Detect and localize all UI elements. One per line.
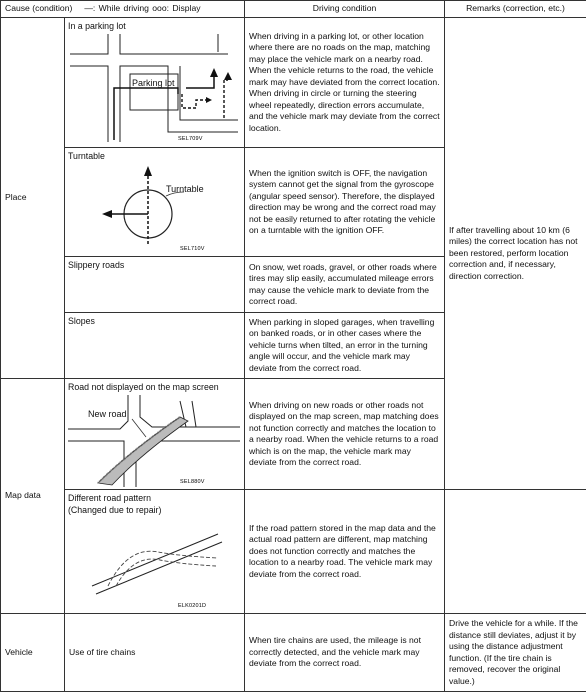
header-cause <box>1 1 245 18</box>
slippery-condition: On snow, wet roads, gravel, or other roads where tires may slip easily, accumulated mileage errors may cause the vehicle mark to deviate from the correct road. <box>245 257 445 313</box>
cause-vehicle: Vehicle <box>1 614 65 692</box>
cause-map-data: Map data <box>1 379 65 614</box>
different-fig-code: ELK0201D <box>178 603 207 609</box>
header-row <box>1 1 586 18</box>
figure-turntable <box>65 148 245 257</box>
row-different <box>1 490 586 614</box>
different-condition: If the road pattern stored in the map data and the actual road pattern are different, map matching does not function correctly and matches the location to a nearby road. The vehicle mark may deviate from the correct road. <box>245 490 445 614</box>
turntable-fig-code: SEL710V <box>180 246 205 252</box>
header-driving: Driving condition <box>245 1 445 18</box>
header-cause-label: Cause (condition) <box>5 3 73 14</box>
parking-title: In a parking lot <box>68 21 126 31</box>
header-remarks: Remarks (correction, etc.) <box>445 1 586 18</box>
row-chains <box>1 614 586 692</box>
notdisplayed-fig-label: New road <box>88 409 127 419</box>
notdisplayed-fig-code: SEL880V <box>180 479 205 485</box>
turntable-condition: When the ignition switch is OFF, the navigation system cannot get the signal from the gyroscope (angular speed sensor). Therefore, the displayed direction may be wrong and the correct road may not be easily returned to after rotating the vehicle on a turntable with the ignition OFF. <box>245 148 445 257</box>
chains-title: Use of tire chains <box>65 614 245 692</box>
slippery-title: Slippery roads <box>68 260 125 270</box>
slopes-cell <box>65 313 245 379</box>
different-title: Different road pattern <box>68 493 151 503</box>
notdisplayed-title: Road not displayed on the map screen <box>68 382 219 392</box>
remark-shared: If after travelling about 10 km (6 miles) the correct location has not been restored, perform location correction and, if necessary, direction correction. <box>445 18 586 490</box>
new-road-diagram <box>68 393 240 487</box>
slopes-condition: When parking in sloped garages, when travelling on banked roads, or in other cases where the vehicle turns when tilted, an error in the turning angle will occur, and the vehicle mark may deviate from the correct road. <box>245 313 445 379</box>
parking-fig-label: Parking lot <box>132 78 175 88</box>
chains-remark: Drive the vehicle for a while. If the distance still deviates, adjust it by using the distance adjustment function. (If the tire chain is removed, recover the original value.) <box>445 614 586 692</box>
parking-fig-code: SEL709V <box>178 136 203 142</box>
turntable-fig-label: Turntable <box>166 184 204 194</box>
notdisplayed-condition: When driving on new roads or other roads not displayed on the map screen, map matching does not function correctly and matches the location to a nearby road. When the vehicle returns to a road which is on the map, the vehicle mark may deviate from the correct road. <box>245 379 445 490</box>
chains-condition: When tire chains are used, the mileage is not correctly detected, and the vehicle mark may deviate from the correct road. <box>245 614 445 692</box>
turntable-diagram <box>68 162 240 254</box>
cause-place: Place <box>1 18 65 379</box>
turntable-title: Turntable <box>68 151 105 161</box>
row-parking <box>1 18 586 148</box>
header-legend: —: While driving ooo: Display <box>84 3 201 14</box>
different-subtitle: (Changed due to repair) <box>68 505 162 515</box>
figure-notdisplayed <box>65 379 245 490</box>
parking-condition: When driving in a parking lot, or other location where there are no roads on the map, matching may place the vehicle mark on a nearby road. When the vehicle returns to the road, the vehicle mark may have deviated from the correct location. When driving in circle or turning the steering wheel repeatedly, direction errors accumulate, and the vehicle mark may deviate from the correct location. <box>245 18 445 148</box>
figure-different <box>65 490 245 614</box>
parking-lot-diagram <box>68 32 240 144</box>
slippery-cell <box>65 257 245 313</box>
figure-parking <box>65 18 245 148</box>
slopes-title: Slopes <box>68 316 95 326</box>
road-pattern-diagram <box>68 516 240 610</box>
